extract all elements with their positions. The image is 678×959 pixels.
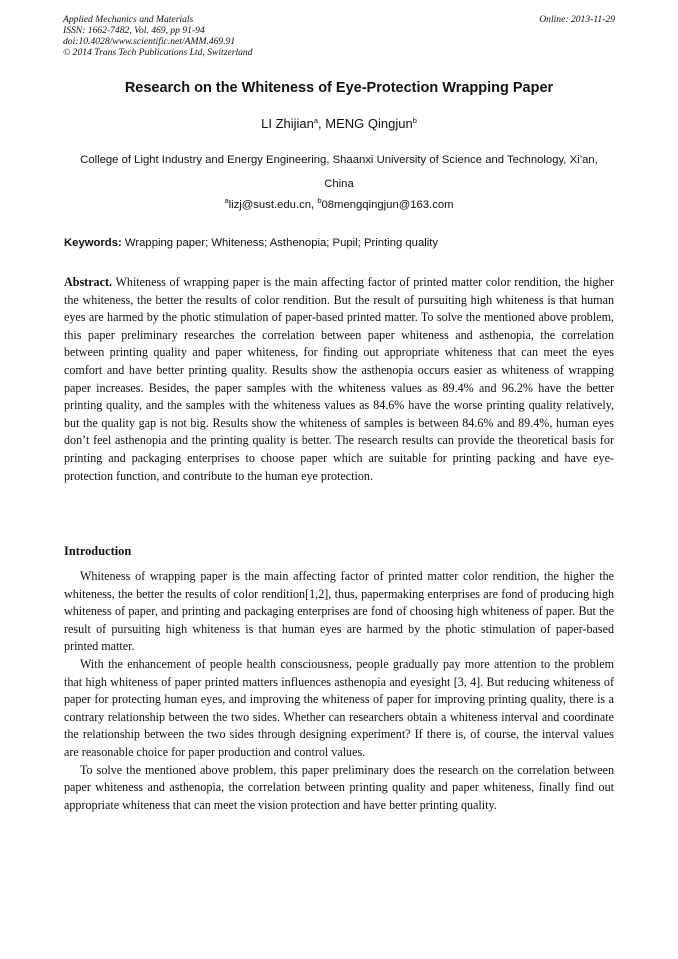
- keywords-line: [64, 237, 614, 249]
- keywords-text: Wrapping paper; Whiteness; Asthenopia; Pupil; Printing quality: [121, 237, 439, 249]
- keywords-label: Keywords:: [64, 237, 122, 249]
- section-heading-introduction: Introduction: [64, 544, 132, 558]
- paragraph: Whiteness of wrapping paper is the main affecting factor of printed matter color rendition, the higher the whiteness, the better the results of color rendition[1,2], thus, papermaking enterprises are fond of producing high whiteness of paper, and printing and packaging enterprises are fond of choosing high whiteness of paper. But the result of pursuiting high whiteness is that human eyes are harmed by the photic stimulation of paper-based printed matter.: [64, 569, 614, 654]
- issn-line: ISSN: 1662-7482, Vol. 469, pp 91-94: [63, 25, 205, 36]
- author-emails: [0, 196, 678, 211]
- author-superscript: b: [412, 116, 417, 125]
- introduction-body: [64, 568, 614, 814]
- author-name: MENG Qingjun: [325, 116, 413, 131]
- journal-name: Applied Mechanics and Materials: [63, 14, 194, 25]
- paper-title: Research on the Whiteness of Eye-Protection Wrapping Paper: [124, 80, 554, 96]
- email-address: 08mengqingjun@163.com: [321, 199, 454, 211]
- email-address: lizj@sust.edu.cn,: [228, 199, 318, 211]
- abstract-label: Abstract.: [64, 275, 113, 289]
- author-superscript: a: [313, 116, 319, 125]
- abstract: [64, 274, 614, 485]
- doi-line: doi:10.4028/www.scientific.net/AMM.469.91: [63, 36, 236, 47]
- email-superscript: a: [224, 196, 229, 205]
- copyright-line: © 2014 Trans Tech Publications Ltd, Switzerland: [63, 47, 253, 58]
- author-separator: ,: [318, 116, 326, 131]
- abstract-text: Whiteness of wrapping paper is the main affecting factor of printed matter color rendition, the higher the whiteness, the better the results of color rendition. But the result of pursuiting high whiteness is that human eyes are harmed by the photic stimulation of paper-based printed matter. To solve the mentioned above problem, this paper preliminary researches the correlation between paper whiteness and asthenopia, the correlation between printing quality and paper whiteness, for finding out appropriate whiteness that can meet the eyes comfort and have better printing quality. Results show the asthenopia occurs easier as whiteness of wrapping paper increases. Besides, the paper samples with the whiteness values as 89.4% and 96.2% have the better printing quality, and the samples with the whiteness values as 84.6% have the worse printing quality relatively, but the quality gap is not big. Results show the whiteness of samples is between 84.6% and 89.4%, human eyes don’t feel asthenopia and the printing quality is better. The research results can provide the theoretical basis for printing and packaging enterprises to choose paper which are suitable for printing packing and have eye-protection function, and contribute to the human eye protection.: [64, 275, 614, 483]
- author-list: [0, 116, 678, 131]
- online-date: Online: 2013-11-29: [539, 14, 615, 25]
- paragraph: To solve the mentioned above problem, this paper preliminary does the research on the correlation between paper whiteness and asthenopia, the correlation between printing quality and paper whiteness, finally find out appropriate whiteness that can meet the vision protection and have better printing quality.: [64, 762, 614, 812]
- affiliation: College of Light Industry and Energy Engineering, Shaanxi University of Science and Technology, Xi’an, China: [80, 154, 598, 190]
- author-name: LI Zhijian: [261, 116, 314, 131]
- paragraph: With the enhancement of people health consciousness, people gradually pay more attention to the problem that high whiteness of paper printed matters influences asthenopia and eyesight [3, 4]. But reducing whiteness of paper for protecting human eyes, and improving the whiteness of paper for improving printing quality, there is a contrary relationship between the two sides. Whether can researchers obtain a whiteness interval and coordinate the relationship between the two sides through designing experiment? If there is, of course, the interval values are reasonable choice for paper production and control values.: [64, 656, 614, 759]
- email-superscript: b: [317, 196, 322, 205]
- journal-header: [63, 14, 615, 58]
